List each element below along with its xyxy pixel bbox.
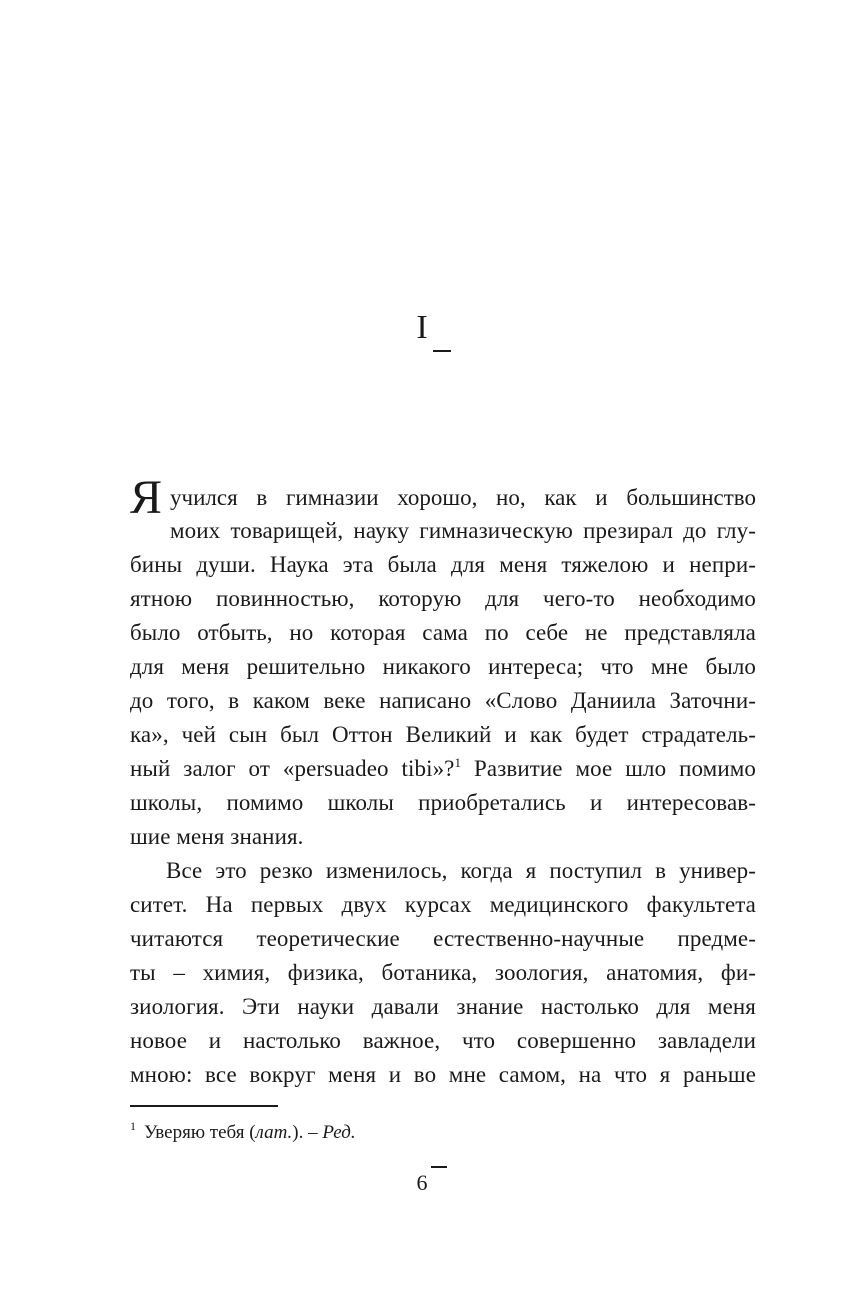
first-line-text: учился в гимназии хорошо, но, как и большинство bbox=[170, 485, 756, 510]
text-line-with-footnote bbox=[130, 752, 756, 786]
text-line: бины души. Наука эта была для меня тяжелою и непри- bbox=[130, 552, 756, 577]
text-line: ка», чей сын был Оттон Великий и как будет страдатель- bbox=[130, 722, 756, 747]
text-line: ситет. На первых двух курсах медицинского факультета bbox=[130, 892, 756, 917]
text-line: шие меня знания. bbox=[130, 824, 304, 849]
footnote-lang: лат. bbox=[255, 1122, 293, 1143]
text-line: до того, в каком веке написано «Слово Даниила Заточни- bbox=[130, 688, 756, 713]
text-line: новое и настолько важное, что совершенно завладели bbox=[130, 1028, 756, 1053]
footnote bbox=[130, 1120, 356, 1146]
text-line-part: Развитие мое шло помимо bbox=[461, 756, 757, 781]
footnote-marker[interactable]: 1 bbox=[454, 755, 462, 770]
text-line: школы, помимо школы приобретались и интересовав- bbox=[130, 790, 756, 815]
page-number: 6 bbox=[416, 1170, 428, 1195]
body-text bbox=[130, 471, 757, 1092]
text-line: Все это резко изменилось, когда я поступил в универ- bbox=[166, 858, 756, 883]
text-line: читаются теоретические естественно-научные предме- bbox=[130, 926, 756, 951]
chapter-number: I bbox=[416, 309, 428, 346]
footnote-separator bbox=[130, 1105, 278, 1107]
text-line: моих товарищей, науку гимназическую презирал до глу- bbox=[170, 518, 756, 543]
page-number-rule bbox=[431, 1166, 447, 1168]
text-line: было отбыть, но которая сама по себе не представляла bbox=[130, 620, 756, 645]
text-line: ятною повинностью, которую для чего-то необходимо bbox=[130, 586, 756, 611]
first-line bbox=[130, 471, 756, 524]
text-line: ты – химия, физика, ботаника, зоология, анатомия, фи- bbox=[130, 960, 756, 985]
text-line: мною: все вокруг меня и во мне самом, на что я раньше bbox=[130, 1062, 756, 1087]
footnote-editor: Ред. bbox=[322, 1122, 356, 1143]
chapter-underline bbox=[433, 350, 451, 352]
text-line: для меня решительно никакого интереса; что мне было bbox=[130, 654, 756, 679]
footnote-text: Уверяю тебя ( bbox=[144, 1122, 256, 1143]
footnote-number: 1 bbox=[130, 1119, 136, 1133]
text-line-part: ный залог от «persuadeo tibi»? bbox=[130, 756, 455, 781]
footnote-text-after: ). – bbox=[292, 1122, 323, 1143]
text-line: зиология. Эти науки давали знание настолько для меня bbox=[130, 994, 756, 1019]
drop-cap: Я bbox=[130, 471, 163, 524]
